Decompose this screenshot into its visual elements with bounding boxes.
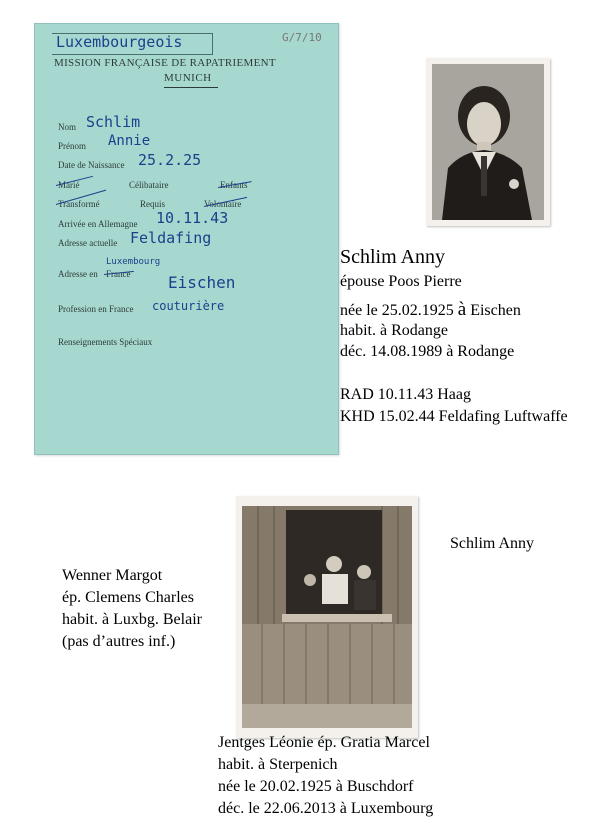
birth-line xyxy=(340,299,521,321)
dob-label: Date de Naissance xyxy=(58,160,125,170)
adresse-actuelle-label: Adresse actuelle xyxy=(58,238,118,248)
adresse-country-value: Luxembourg xyxy=(106,257,161,267)
volontaire-label: Volontaire xyxy=(204,199,242,209)
header-underline xyxy=(164,87,218,88)
rad-line: RAD 10.11.43 Haag xyxy=(340,386,471,403)
group-photo-scene xyxy=(242,506,412,728)
khd-line: KHD 15.02.44 Feldafing Luftwaffe xyxy=(340,408,568,425)
adresse-en-struck: France xyxy=(106,269,131,279)
portrait-photo xyxy=(426,58,550,226)
arrivee-value: 10.11.43 xyxy=(156,209,229,227)
spouse-line: épouse Poos Pierre xyxy=(340,273,462,290)
adresse-actuelle-value: Feldafing xyxy=(130,229,212,247)
marie-label: Marié xyxy=(58,180,80,190)
adresse-en-label: Adresse en xyxy=(58,269,98,279)
death-line: déc. 14.08.1989 à Rodange xyxy=(340,343,515,360)
transforme-label: Transformé xyxy=(58,199,100,209)
corner-note: G/7/10 xyxy=(282,31,322,44)
arrivee-label: Arrivée en Allemagne xyxy=(58,219,138,229)
left-line-1: Wenner Margot xyxy=(62,567,163,584)
prenom-label: Prénom xyxy=(58,141,86,151)
bottom-line-2: habit. à Sterpenich xyxy=(218,756,338,773)
portrait-figure xyxy=(432,64,544,220)
celibataire-label: Célibataire xyxy=(129,180,169,190)
nom-value: Schlim xyxy=(86,113,141,131)
bottom-line-4: déc. le 22.06.2013 à Luxembourg xyxy=(218,800,434,817)
enfants-label: Enfants xyxy=(220,180,248,190)
org-line-2: MUNICH xyxy=(164,72,212,84)
bottom-line-1: Jentges Léonie ép. Gratia Marcel xyxy=(218,734,430,751)
group-caption-right: Schlim Anny xyxy=(450,535,535,552)
left-line-4: (pas d’autres inf.) xyxy=(62,633,176,650)
nationality-handwritten: Luxembourgeois xyxy=(56,33,183,51)
residence-line: habit. à Rodange xyxy=(340,322,448,339)
adresse-en-value: Eischen xyxy=(168,273,236,292)
nom-label: Nom xyxy=(58,122,76,132)
repatriation-card xyxy=(34,23,339,455)
left-line-2: ép. Clemens Charles xyxy=(62,589,194,606)
prenom-value: Annie xyxy=(108,133,151,149)
bottom-line-3: née le 20.02.1925 à Buschdorf xyxy=(218,778,414,795)
birth-a: à xyxy=(457,299,467,320)
org-line-1: MISSION FRANÇAISE DE RAPATRIEMENT xyxy=(54,57,276,69)
profession-value: couturière xyxy=(152,299,225,313)
profession-label: Profession en France xyxy=(58,304,134,314)
birth-date: née le 25.02.1925 xyxy=(340,302,454,319)
left-line-3: habit. à Luxbg. Belair xyxy=(62,611,202,628)
renseignements-label: Renseignements Spéciaux xyxy=(58,337,153,347)
person-name-heading: Schlim Anny xyxy=(340,246,446,268)
dob-value: 25.2.25 xyxy=(138,151,202,169)
birth-place: Eischen xyxy=(470,302,521,319)
group-photo xyxy=(236,496,418,738)
requis-label: Requis xyxy=(140,199,166,209)
